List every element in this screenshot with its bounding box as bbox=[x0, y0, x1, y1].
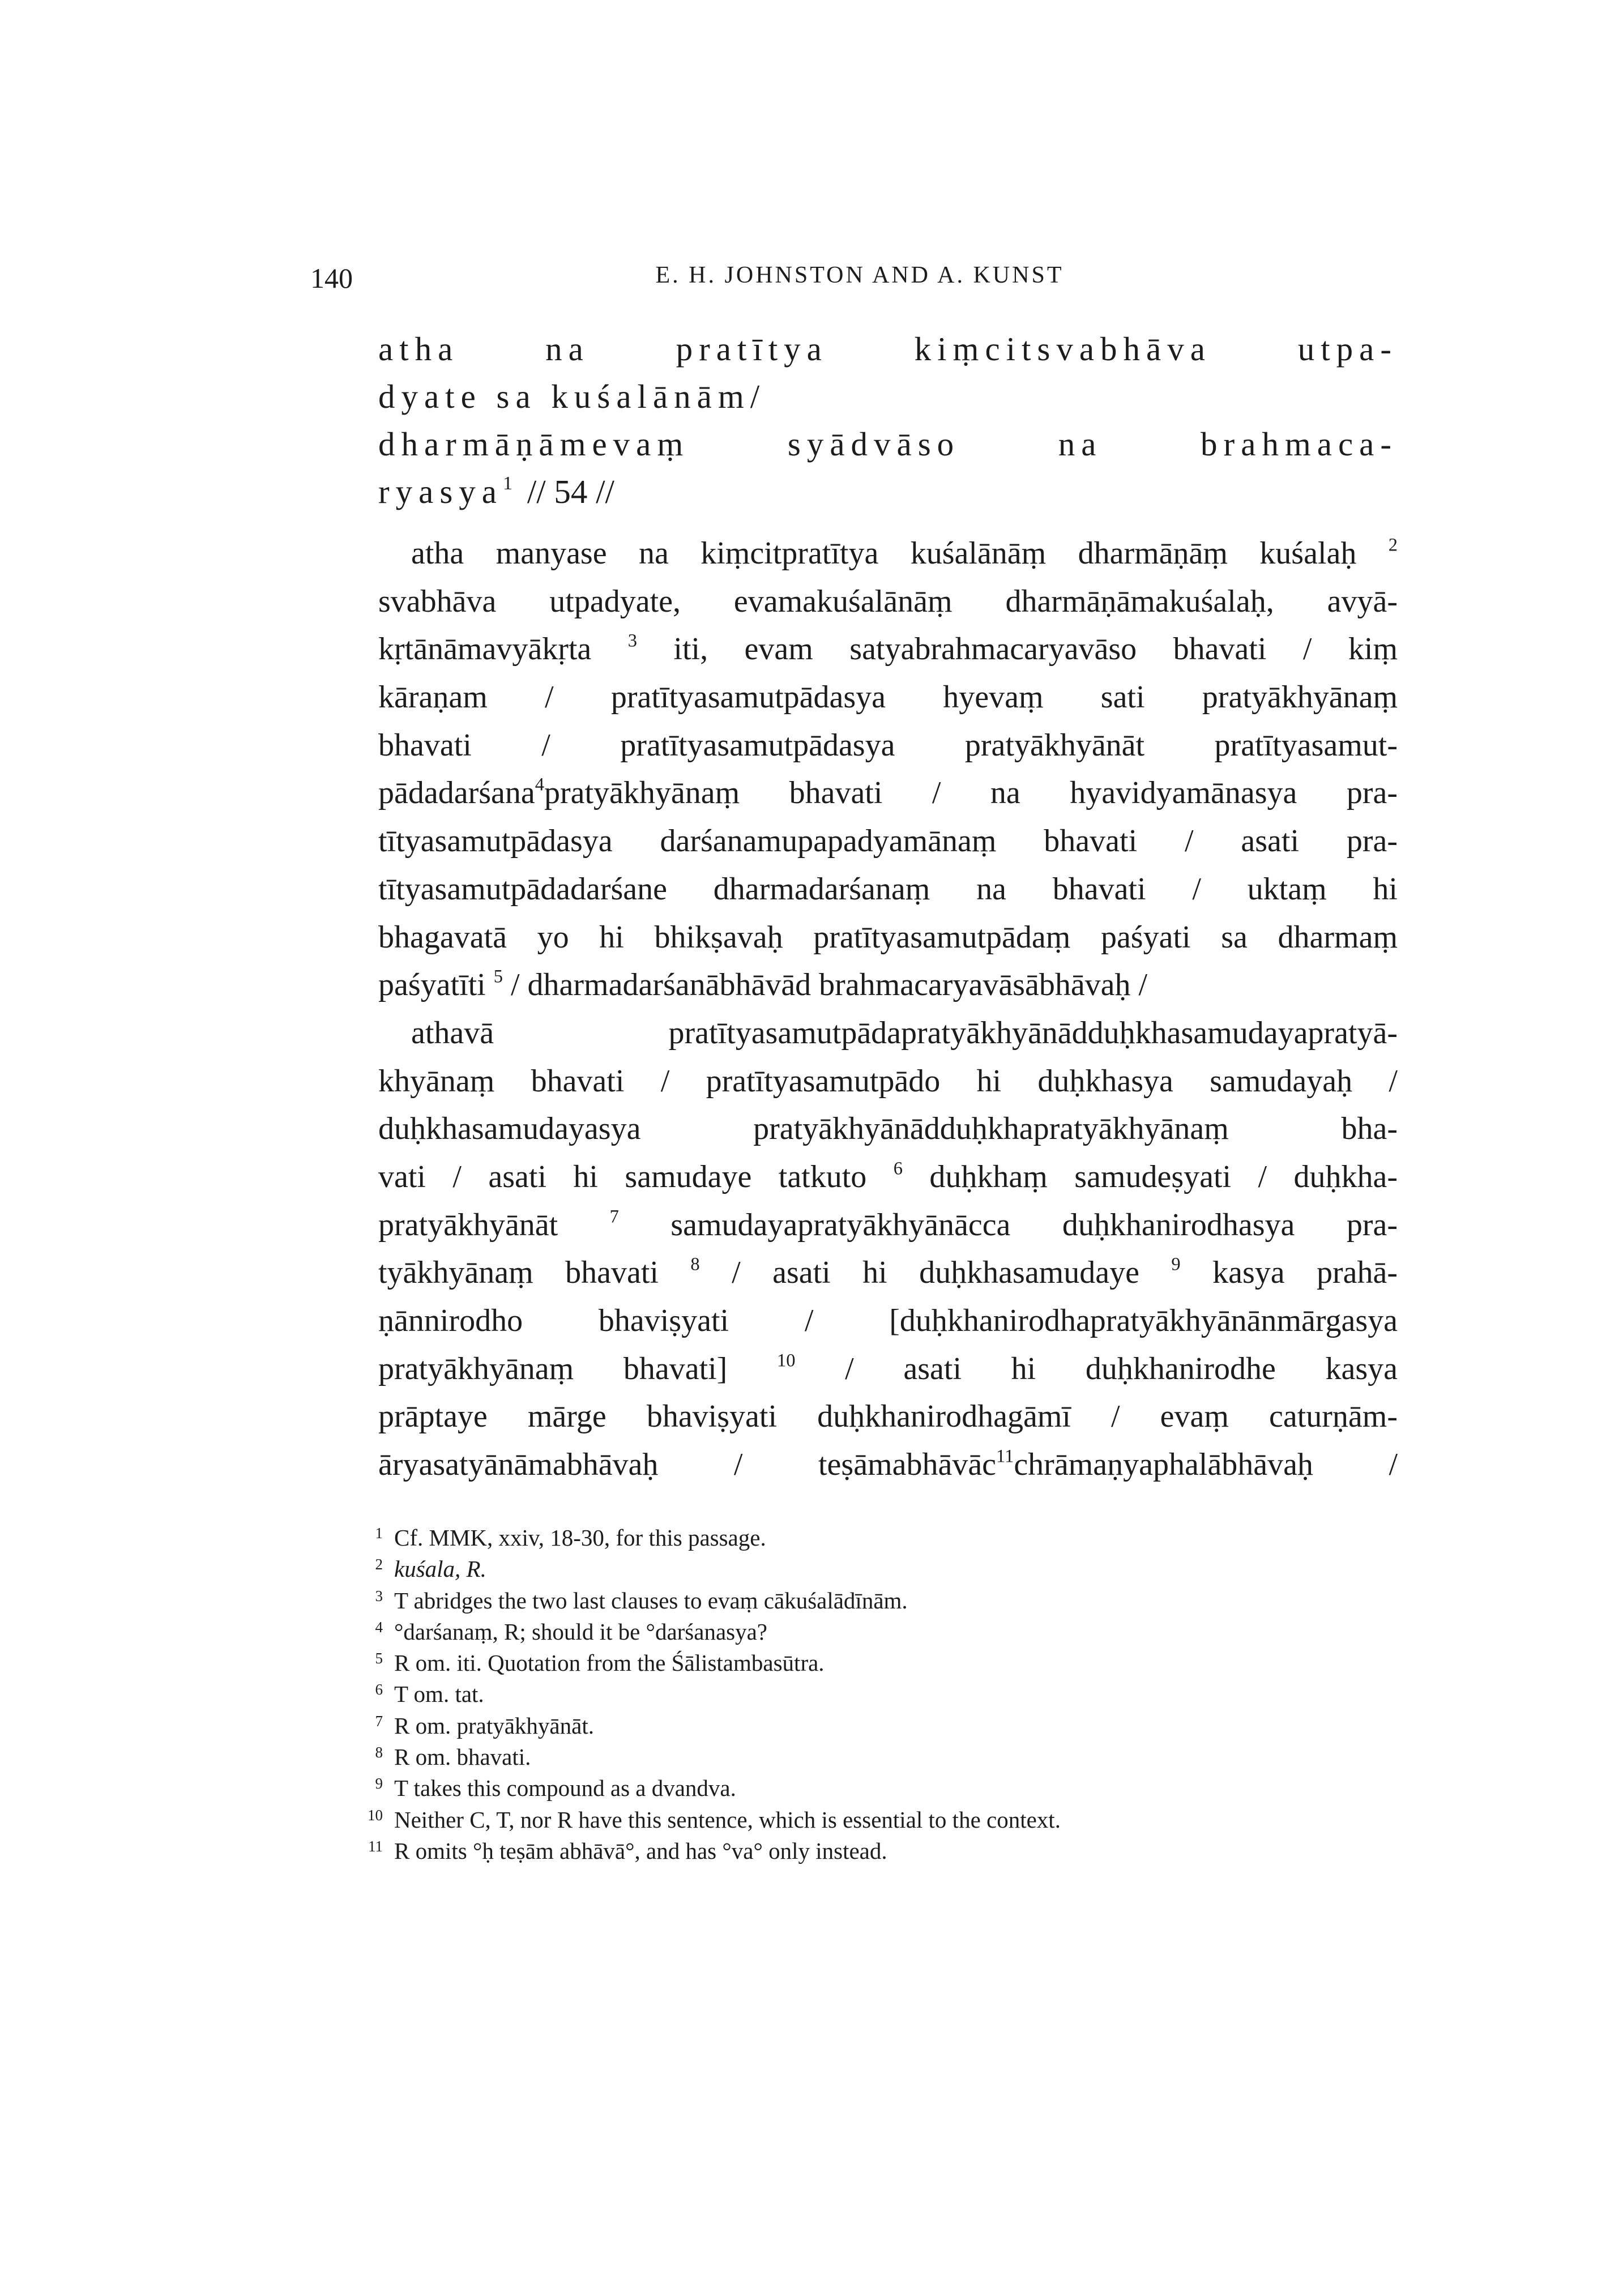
footnote-number: 6 bbox=[375, 1681, 383, 1698]
footnote-ref: 2 bbox=[1388, 535, 1398, 556]
footnote-text: R om. bhavati. bbox=[394, 1744, 531, 1770]
verse-line bbox=[378, 468, 1398, 515]
paragraph bbox=[378, 1009, 1398, 1489]
footnote bbox=[357, 1831, 1399, 1862]
text-span: pratyākhyānāt bbox=[378, 1207, 558, 1243]
footnote-number: 4 bbox=[375, 1618, 383, 1636]
text-line bbox=[378, 769, 1398, 817]
text-span: samudayapratyākhyānācca duḥkhanirodhasya pra- bbox=[618, 1207, 1398, 1243]
footnote-number: 7 bbox=[375, 1712, 383, 1730]
verse-line-text: ryasya bbox=[378, 473, 503, 510]
footnote-text: R om. iti. Quotation from the Śālistambasūtra. bbox=[394, 1650, 825, 1676]
text-span: pratyākhyānaṃ bhavati] bbox=[378, 1351, 728, 1386]
footnote bbox=[357, 1581, 1399, 1612]
footnote bbox=[357, 1549, 1399, 1580]
text-span: atha manyase na kiṃcitpratītya kuśalānāṃ dharmāṇāṃ kuśalaḥ bbox=[411, 536, 1357, 571]
footnote-text: T om. tat. bbox=[394, 1681, 484, 1708]
footnote-ref: 3 bbox=[627, 630, 637, 651]
text-line: ṇānnirodho bhaviṣyati / [duḥkhanirodhapratyākhyānānmārgasya bbox=[378, 1303, 1398, 1338]
text-line: prāptaye mārge bhaviṣyati duḥkhanirodhagāmī / evaṃ caturṇām- bbox=[378, 1399, 1398, 1435]
text-line bbox=[378, 530, 1398, 578]
running-head: E. H. JOHNSTON AND A. KUNST bbox=[655, 262, 1064, 288]
text-line: tītyasamutpādasya darśanamupapadyamānaṃ bhavati / asati pra- bbox=[378, 823, 1398, 859]
footnote-text: °darśanaṃ, R; should it be °darśanasya? bbox=[394, 1618, 768, 1645]
footnote-text: R om. pratyākhyānāt. bbox=[394, 1712, 594, 1739]
text-span: paśyatīti bbox=[378, 967, 486, 1003]
footnote-ref: 11 bbox=[996, 1446, 1014, 1467]
footnote bbox=[357, 1737, 1399, 1768]
page-header bbox=[310, 262, 1409, 301]
footnote-text: R omits °ḥ teṣām abhāvā°, and has °va° only instead. bbox=[394, 1837, 887, 1864]
text-line bbox=[378, 1441, 1398, 1489]
footnote-number: 2 bbox=[375, 1556, 383, 1573]
text-line: bhagavatā yo hi bhikṣavaḥ pratītyasamutpādaṃ paśyati sa dharmaṃ bbox=[378, 919, 1398, 955]
page-number: 140 bbox=[310, 262, 353, 294]
footnote-number: 9 bbox=[375, 1775, 383, 1793]
text-span: kṛtānāmavyākṛta bbox=[378, 631, 592, 667]
footnote-ref: 7 bbox=[609, 1206, 619, 1227]
text-line bbox=[378, 1153, 1398, 1201]
text-line bbox=[378, 1345, 1398, 1393]
text-span: iti, evam satyabrahmacaryavāso bhavati / kiṃ bbox=[637, 631, 1398, 667]
footnote-text: T abridges the two last clauses to evaṃ cākuśalādīnām. bbox=[394, 1587, 908, 1614]
text-span: tyākhyānaṃ bhavati bbox=[378, 1255, 659, 1291]
verse-line: atha na pratītya kiṃcitsvabhāva utpa- bbox=[378, 330, 1398, 368]
text-span: / asati hi duḥkhanirodhe kasya bbox=[795, 1351, 1398, 1386]
verse-line: dharmāṇāmevaṃ syādvāso na brahmaca- bbox=[378, 425, 1398, 463]
footnote-number: 3 bbox=[375, 1587, 383, 1604]
verse-block bbox=[378, 325, 1398, 515]
verse-number: // 54 // bbox=[527, 473, 614, 510]
footnote-ref: 6 bbox=[893, 1158, 903, 1179]
footnote bbox=[357, 1674, 1399, 1708]
paragraph bbox=[378, 530, 1398, 1009]
footnotes bbox=[357, 1518, 1399, 1862]
footnote-number: 10 bbox=[368, 1806, 383, 1824]
text-line bbox=[378, 961, 1398, 1009]
footnote-ref: 8 bbox=[690, 1254, 700, 1275]
footnote bbox=[357, 1706, 1399, 1737]
footnote-text: Neither C, T, nor R have this sentence, which is essential to the context. bbox=[394, 1806, 1061, 1833]
footnote-number: 5 bbox=[375, 1650, 383, 1667]
text-span: kasya prahā- bbox=[1180, 1255, 1398, 1291]
footnote-text: Cf. MMK, xxiv, 18-30, for this passage. bbox=[394, 1525, 766, 1551]
footnote bbox=[357, 1643, 1399, 1674]
text-span: duḥkhaṃ samudeṣyati / duḥkha- bbox=[902, 1159, 1398, 1194]
footnote-number: 11 bbox=[368, 1837, 383, 1855]
verse-line: dyate sa kuśalānām/ bbox=[378, 378, 766, 415]
text-line: kāraṇam / pratītyasamutpādasya hyevaṃ sati pratyākhyānaṃ bbox=[378, 680, 1398, 715]
text-line: khyānaṃ bhavati / pratītyasamutpādo hi duḥkhasya samudayaḥ / bbox=[378, 1063, 1398, 1099]
text-line bbox=[378, 1201, 1398, 1249]
footnote-ref: 1 bbox=[502, 473, 513, 494]
footnote-number: 1 bbox=[375, 1525, 383, 1542]
text-line bbox=[378, 1249, 1398, 1297]
footnote bbox=[357, 1800, 1399, 1831]
text-span: chrāmaṇyaphalābhāvaḥ / bbox=[1014, 1447, 1398, 1483]
text-line: duḥkhasamudayasya pratyākhyānādduḥkhapratyākhyānaṃ bha- bbox=[378, 1111, 1398, 1147]
footnote-ref: 9 bbox=[1171, 1254, 1181, 1275]
footnote-text: T takes this compound as a dvandva. bbox=[394, 1775, 736, 1802]
footnote-text: kuśala, R. bbox=[394, 1556, 486, 1582]
footnote-number: 8 bbox=[375, 1744, 383, 1761]
text-span: pratyākhyānaṃ bhavati / na hyavidyamānasya pra- bbox=[544, 775, 1398, 811]
footnote bbox=[357, 1612, 1399, 1643]
text-span: / dharmadarśanābhāvād brahmacaryavāsābhāvaḥ / bbox=[502, 967, 1148, 1003]
footnote bbox=[357, 1768, 1399, 1802]
footnote-ref: 4 bbox=[535, 774, 544, 795]
text-line: svabhāva utpadyate, evamakuśalānāṃ dharmāṇāmakuśalaḥ, avyā- bbox=[378, 583, 1398, 619]
footnote-ref: 5 bbox=[493, 966, 503, 987]
text-span: vati / asati hi samudaye tatkuto bbox=[378, 1159, 867, 1194]
commentary-block bbox=[378, 530, 1398, 1489]
text-span: / asati hi duḥkhasamudaye bbox=[699, 1255, 1139, 1291]
text-line: tītyasamutpādadarśane dharmadarśanaṃ na bhavati / uktaṃ hi bbox=[378, 871, 1398, 907]
footnote-ref: 10 bbox=[777, 1350, 796, 1371]
text-span: pādadarśana bbox=[378, 775, 535, 811]
text-line: bhavati / pratītyasamutpādasya pratyākhyānāt pratītyasamut- bbox=[378, 727, 1398, 763]
text-line: athavā pratītyasamutpādapratyākhyānādduḥkhasamudayapratyā- bbox=[411, 1015, 1398, 1051]
text-line bbox=[378, 625, 1398, 673]
text-span: āryasatyānāmabhāvaḥ / teṣāmabhāvāc bbox=[378, 1447, 997, 1483]
footnote bbox=[357, 1518, 1399, 1549]
